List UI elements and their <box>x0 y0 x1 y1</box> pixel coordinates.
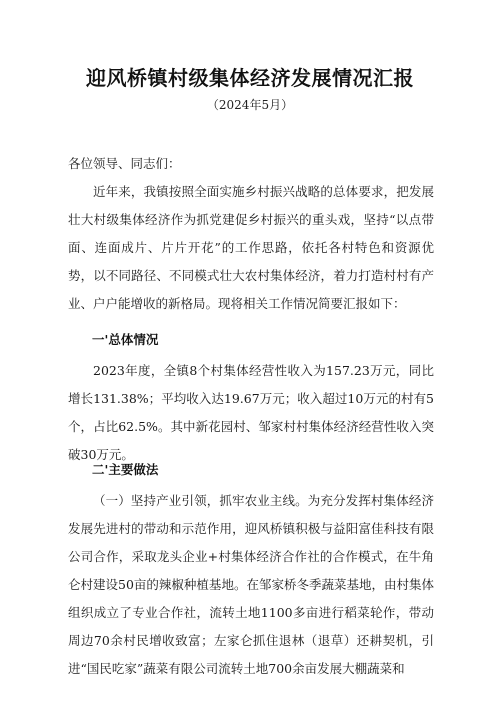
document-date: （2024年5月） <box>206 98 294 112</box>
greeting: 各位领导、同志们： <box>68 156 181 171</box>
document-title: 迎风桥镇村级集体经济发展情况汇报 <box>86 66 414 90</box>
section-heading-practices: 二'主要做法 <box>92 462 159 477</box>
practices-paragraph: （一）坚持产业引领，抓牢农业主线。为充分发挥村集体经济发展先进村的带动和示范作用，迎风桥镇积极与益阳富佳科技有限公司合作，采取龙头企业+村集体经济合作社的合作模式，在牛角仑村建设50亩的辣椒种植基地。在邹家桥冬季蔬菜基地，由村集体组织成立了专业合作社，流转土地1100多亩进行稻菜轮作，带动周边70余村民增收致富；左家仑抓住退林（退草）还耕契机，引进“国民吃家”蔬菜有限公司流转土地700余亩发展大棚蔬菜和 <box>68 493 434 676</box>
section-heading-overview: 一'总体情况 <box>92 332 159 347</box>
intro-paragraph: 近年来，我镇按照全面实施乡村振兴战略的总体要求，把发展壮大村级集体经济作为抓党建促乡村振兴的重头戏，坚持“以点带面、连面成片、片片开花”的工作思路，依托各村特色和资源优势，以不同路径、不同模式壮大农村集体经济，着力打造村村有产业、户户能增收的新格局。现将相关工作情况简要汇报如下： <box>68 184 434 311</box>
overview-paragraph: 2023年度，全镇8个村集体经营性收入为157.23万元，同比增长131.38%；平均收入达19.67万元；收入超过10万元的村有5个，占比62.5%。其中新花园村、邹家村村集体经济经营性收入突破30万元。 <box>68 363 434 462</box>
